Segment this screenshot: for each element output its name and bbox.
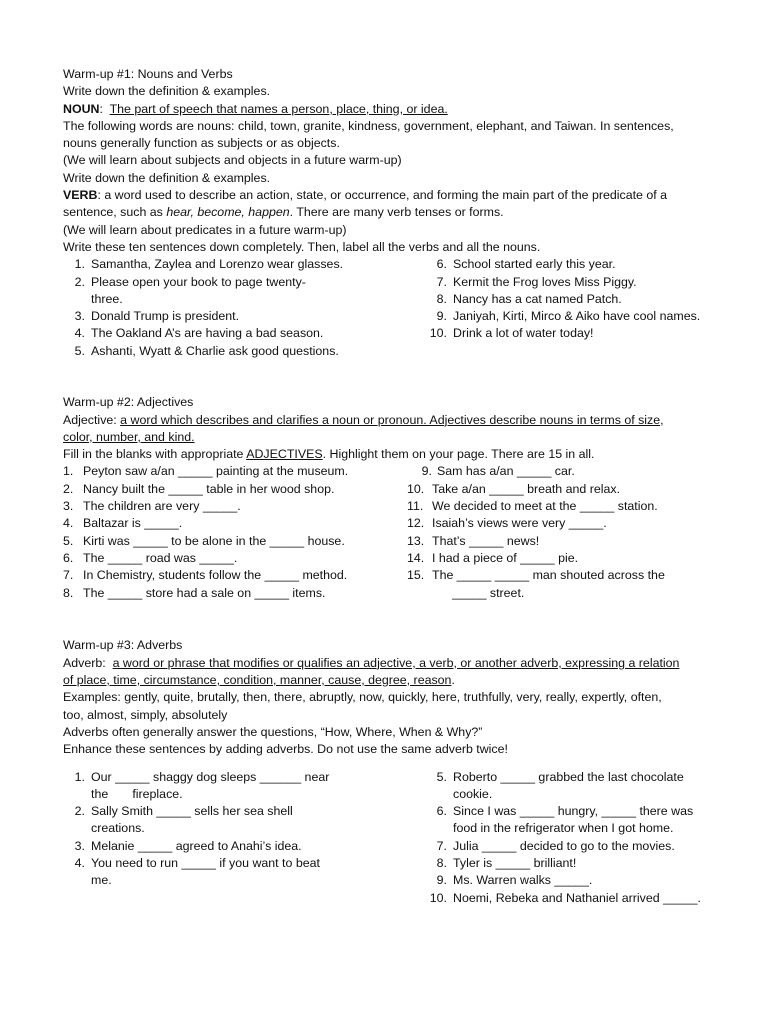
item-number: 9. [436, 309, 447, 324]
list-item [63, 325, 343, 342]
list-item [425, 308, 700, 325]
item-number: 9. [436, 873, 447, 888]
item-text: Kermit the Frog loves Miss Piggy. [453, 274, 637, 289]
list-item [63, 786, 329, 803]
item-number: 10. [429, 326, 447, 341]
list-item [63, 481, 348, 498]
warmup3-title: Warm-up #3: Adverbs [63, 638, 183, 653]
list-item [63, 820, 329, 837]
adjective-definition-1 [63, 412, 713, 429]
section-gap [63, 360, 713, 394]
list-item [63, 515, 348, 532]
item-number: 13. [407, 533, 425, 548]
item-text: Janiyah, Kirti, Mirco & Aiko have cool names. [453, 309, 701, 324]
item-number: 3. [74, 309, 85, 324]
item-number: 10. [407, 481, 425, 496]
warmup1-title: Warm-up #1: Nouns and Verbs [63, 67, 233, 81]
subjects-note: (We will learn about subjects and objects in a future warm-up) [63, 153, 402, 168]
item-text: _____ street. [452, 585, 525, 600]
list-item [407, 567, 665, 584]
item-number: 7. [63, 568, 74, 583]
list-item [63, 585, 348, 602]
list-item [425, 803, 701, 820]
list-item [425, 890, 701, 907]
item-number: 1. [74, 769, 85, 784]
warmup1-sentences-instruction: Write these ten sentences down completely. Then, label all the verbs and all the nouns. [63, 239, 541, 254]
list-item [407, 533, 665, 550]
item-text: Our _____ shaggy dog sleeps ______ near [91, 769, 330, 784]
item-text: You need to run _____ if you want to beat [91, 856, 320, 871]
item-text: Tyler is _____ brilliant! [453, 856, 577, 871]
item-text: the fireplace. [91, 786, 183, 801]
item-text: Nancy built the _____ table in her wood shop. [83, 481, 335, 496]
item-text: cookie. [453, 786, 493, 801]
list-item [425, 820, 701, 837]
warmup1-instruction-2: Write down the definition & examples. [63, 170, 271, 185]
item-number: 4. [63, 516, 74, 531]
item-number: 2. [74, 804, 85, 819]
list-item [63, 274, 343, 291]
adverb-definition-2 [63, 672, 713, 689]
adverb-label: Adverb: [63, 655, 113, 670]
list-item [407, 585, 665, 602]
item-text: Baltazar is _____. [83, 516, 183, 531]
item-number: 3. [74, 838, 85, 853]
warmup1-left-list [63, 256, 343, 360]
list-item [407, 550, 665, 567]
item-number: 6. [63, 550, 74, 565]
list-item [425, 291, 700, 308]
item-text: School started early this year. [453, 257, 616, 272]
section-gap [63, 759, 713, 769]
adverb-def-1: a word or phrase that modifies or qualifies an adjective, a verb, or another adverb, expressing a relation [112, 655, 680, 670]
item-text: Drink a lot of water today! [453, 326, 594, 341]
item-number: 5. [63, 533, 74, 548]
list-item [425, 786, 701, 803]
item-number: 2. [74, 274, 85, 289]
list-item [425, 838, 701, 855]
list-item [63, 872, 329, 889]
warmup2-title: Warm-up #2: Adjectives [63, 395, 194, 410]
nouns-examples-2: nouns generally function as subjects or as objects. [63, 136, 340, 151]
list-item [425, 274, 700, 291]
fill-a: Fill in the blanks with appropriate [63, 447, 247, 462]
item-number: 9. [421, 464, 432, 479]
item-number: 6. [436, 804, 447, 819]
item-number: 14. [407, 550, 425, 565]
item-number: 6. [436, 257, 447, 272]
adverb-def-2-end: . [451, 673, 455, 688]
item-number: 4. [74, 326, 85, 341]
item-number: 12. [407, 516, 425, 531]
item-number: 7. [436, 274, 447, 289]
item-text: Sally Smith _____ sells her sea shell [91, 804, 293, 819]
list-item [63, 838, 329, 855]
item-number: 8. [63, 585, 74, 600]
list-item [407, 481, 665, 498]
item-text: I had a piece of _____ pie. [432, 550, 579, 565]
adjective-label: Adjective: [63, 412, 121, 427]
item-text: The children are very _____. [83, 499, 241, 514]
adverb-def-2: of place, time, circumstance, condition, manner, cause, degree, reason [63, 673, 452, 688]
adverb-questions: Adverbs often generally answer the questions, “How, Where, When & Why?” [63, 724, 483, 739]
item-text: In Chemistry, students follow the _____ method. [83, 568, 348, 583]
item-text: Since I was _____ hungry, _____ there was [453, 804, 694, 819]
worksheet-page [63, 66, 713, 909]
item-text: Melanie _____ agreed to Anahi’s idea. [91, 838, 302, 853]
adverb-examples-1: Examples: gently, quite, brutally, then, there, abruptly, now, quickly, here, truthfully, very, really, expertly, often, [63, 690, 662, 705]
verb-definition-1 [63, 187, 713, 204]
warmup2-sentences [63, 463, 713, 602]
adjective-def-2: color, number, and kind. [63, 429, 195, 444]
list-item [407, 463, 665, 480]
warmup2-left-list [63, 463, 348, 601]
item-text: The _____ road was _____. [83, 550, 238, 565]
item-text: Nancy has a cat named Patch. [453, 291, 622, 306]
predicates-note: (We will learn about predicates in a future warm-up) [63, 222, 347, 237]
list-item [63, 533, 348, 550]
list-item [63, 550, 348, 567]
item-number: 10. [429, 890, 447, 905]
item-text: Donald Trump is president. [91, 309, 240, 324]
nouns-examples-1: The following words are nouns: child, town, granite, kindness, government, elephant, and Taiwan. In sentences, [63, 118, 674, 133]
item-number: 2. [63, 481, 74, 496]
list-item [425, 325, 700, 342]
warmup1-instruction: Write down the definition & examples. [63, 84, 271, 99]
item-text: That’s _____ news! [432, 533, 540, 548]
noun-definition [63, 101, 713, 118]
list-item [63, 567, 348, 584]
list-item [63, 855, 329, 872]
verb-definition-2 [63, 204, 713, 221]
fill-c: . Highlight them on your page. There are 15 in all. [322, 447, 595, 462]
adverb-examples-2: too, almost, simply, absolutely [63, 707, 228, 722]
item-text: food in the refrigerator when I got home. [453, 821, 674, 836]
item-number: 15. [407, 568, 425, 583]
list-item [63, 769, 329, 786]
list-item [63, 498, 348, 515]
list-item [425, 769, 701, 786]
item-text: Isaiah’s views were very _____. [432, 516, 607, 531]
item-text: Please open your book to page twenty- [91, 274, 306, 289]
verb-def-2c: . There are many verb tenses or forms. [289, 205, 504, 220]
item-number: 7. [436, 838, 447, 853]
item-text: Noemi, Rebeka and Nathaniel arrived _____. [453, 890, 701, 905]
list-item [425, 256, 700, 273]
noun-term: NOUN [63, 101, 100, 116]
list-item [63, 291, 343, 308]
item-text: Sam has a/an _____ car. [437, 464, 575, 479]
item-number: 5. [436, 769, 447, 784]
verb-def-2b: hear, become, happen [166, 205, 290, 220]
list-item [425, 872, 701, 889]
item-text: Julia _____ decided to go to the movies. [453, 838, 675, 853]
item-number: 11. [407, 499, 424, 514]
warmup3-left-list [63, 769, 329, 890]
item-number: 1. [63, 464, 74, 479]
list-item [407, 498, 665, 515]
item-text: Peyton saw a/an _____ painting at the museum. [83, 464, 349, 479]
verb-term: VERB [63, 188, 98, 203]
item-number: 3. [63, 499, 74, 514]
list-item [63, 308, 343, 325]
item-number: 4. [74, 856, 85, 871]
warmup3-right-list [425, 769, 701, 907]
section-gap [63, 602, 713, 637]
item-text: The _____ store had a sale on _____ items. [83, 585, 326, 600]
item-text: Roberto _____ grabbed the last chocolate [453, 769, 684, 784]
verb-def-2a: sentence, such as [63, 205, 167, 220]
item-number: 8. [436, 856, 447, 871]
item-text: Samantha, Zaylea and Lorenzo wear glasses. [91, 257, 344, 272]
item-text: The _____ _____ man shouted across the [432, 568, 665, 583]
list-item [63, 803, 329, 820]
verb-def-1: : a word used to describe an action, state, or occurrence, and forming the main part of the predicate of a [97, 188, 668, 203]
warmup3-instruction: Enhance these sentences by adding adverbs. Do not use the same adverb twice! [63, 742, 508, 757]
list-item [407, 515, 665, 532]
list-item [63, 256, 343, 273]
item-number: 8. [436, 291, 447, 306]
item-text: creations. [91, 821, 145, 836]
warmup2-right-list [407, 463, 665, 601]
noun-colon: : [99, 101, 110, 116]
warmup2-instruction [63, 446, 713, 463]
noun-def: The part of speech that names a person, place, thing, or idea. [109, 101, 448, 116]
item-text: Kirti was _____ to be alone in the _____ house. [83, 533, 345, 548]
item-number: 1. [74, 257, 85, 272]
adverb-definition-1 [63, 655, 713, 672]
item-number: 5. [74, 343, 85, 358]
item-text: Ms. Warren walks _____. [453, 873, 593, 888]
item-text: The Oakland A’s are having a bad season. [91, 326, 324, 341]
list-item [63, 343, 343, 360]
item-text: We decided to meet at the _____ station. [432, 499, 658, 514]
warmup1-sentences [63, 256, 713, 360]
item-text: three. [91, 291, 123, 306]
item-text: me. [91, 873, 112, 888]
item-text: Take a/an _____ breath and relax. [432, 481, 621, 496]
warmup1-right-list [425, 256, 700, 342]
fill-b: ADJECTIVES [246, 447, 323, 462]
list-item [63, 463, 348, 480]
warmup3-sentences [63, 769, 713, 909]
adjective-definition-2 [63, 429, 713, 446]
list-item [425, 855, 701, 872]
adjective-def-1: a word which describes and clarifies a noun or pronoun. Adjectives describe nouns in terms of size, [120, 412, 664, 427]
item-text: Ashanti, Wyatt & Charlie ask good questions. [91, 343, 339, 358]
